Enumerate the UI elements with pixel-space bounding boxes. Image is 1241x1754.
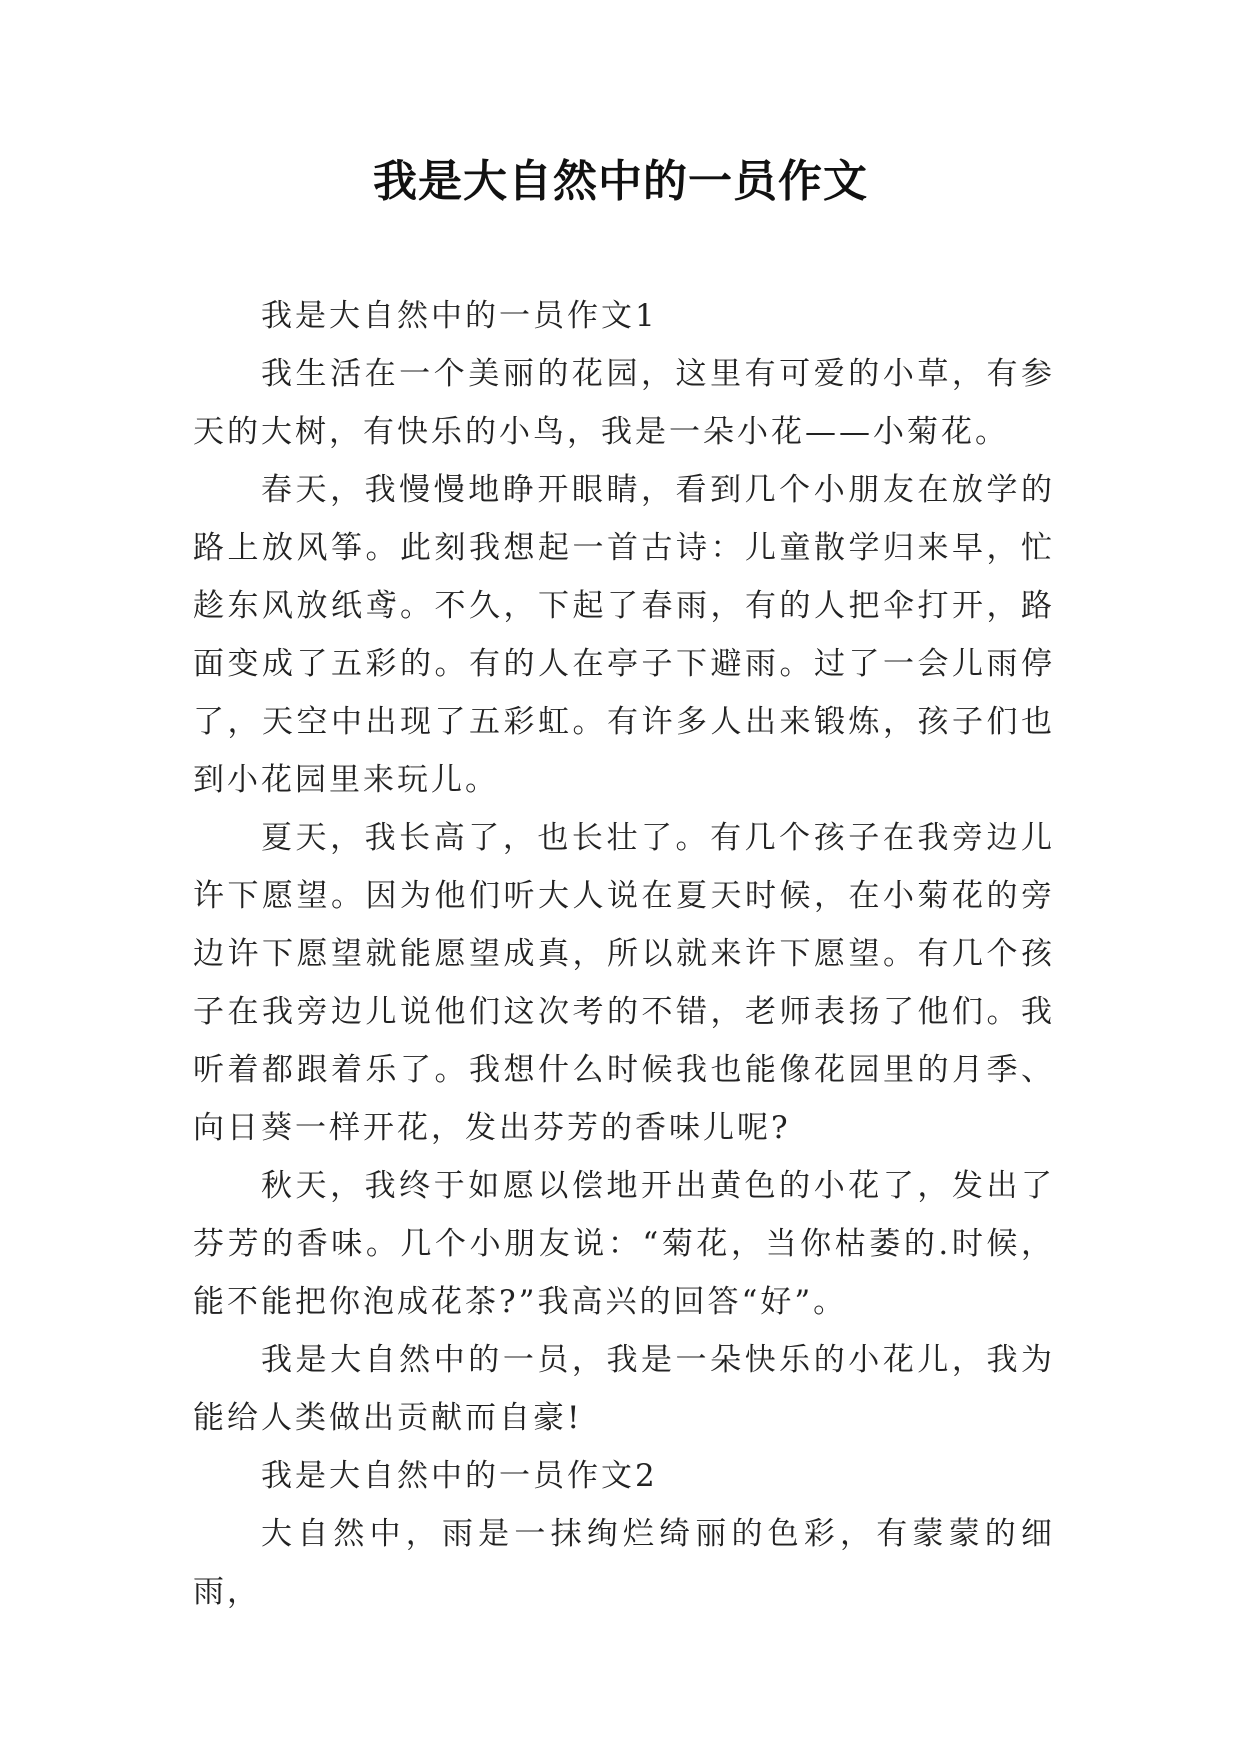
paragraph: 秋天，我终于如愿以偿地开出黄色的小花了，发出了芬芳的香味。几个小朋友说：“菊花，当你枯萎的.时候，能不能把你泡成花茶?”我高兴的回答“好”。: [193, 1168, 1055, 1320]
document-body: [193, 287, 1055, 1621]
essay-heading-2: 我是大自然中的一员作文2: [261, 1458, 658, 1494]
paragraph: 春天，我慢慢地睁开眼睛，看到几个小朋友在放学的路上放风筝。此刻我想起一首古诗：儿童散学归来早，忙趁东风放纸鸢。不久，下起了春雨，有的人把伞打开，路面变成了五彩的。有的人在亭子下避雨。过了一会儿雨停了，天空中出现了五彩虹。有许多人出来锻炼，孩子们也到小花园里来玩儿。: [193, 472, 1055, 798]
essay-heading-1: 我是大自然中的一员作文1: [261, 298, 658, 334]
paragraph: 大自然中，雨是一抹绚烂绮丽的色彩，有蒙蒙的细雨，: [193, 1516, 1055, 1610]
document-title: 我是大自然中的一员作文: [373, 156, 868, 207]
paragraph: 夏天，我长高了，也长壮了。有几个孩子在我旁边儿许下愿望。因为他们听大人说在夏天时候，在小菊花的旁边许下愿望就能愿望成真，所以就来许下愿望。有几个孩子在我旁边儿说他们这次考的不错，老师表扬了他们。我听着都跟着乐了。我想什么时候我也能像花园里的月季、向日葵一样开花，发出芬芳的香味儿呢?: [193, 820, 1055, 1146]
paragraph: 我生活在一个美丽的花园，这里有可爱的小草，有参天的大树，有快乐的小鸟，我是一朵小花——小菊花。: [193, 356, 1055, 450]
paragraph: 我是大自然中的一员，我是一朵快乐的小花儿，我为能给人类做出贡献而自豪!: [193, 1342, 1055, 1436]
